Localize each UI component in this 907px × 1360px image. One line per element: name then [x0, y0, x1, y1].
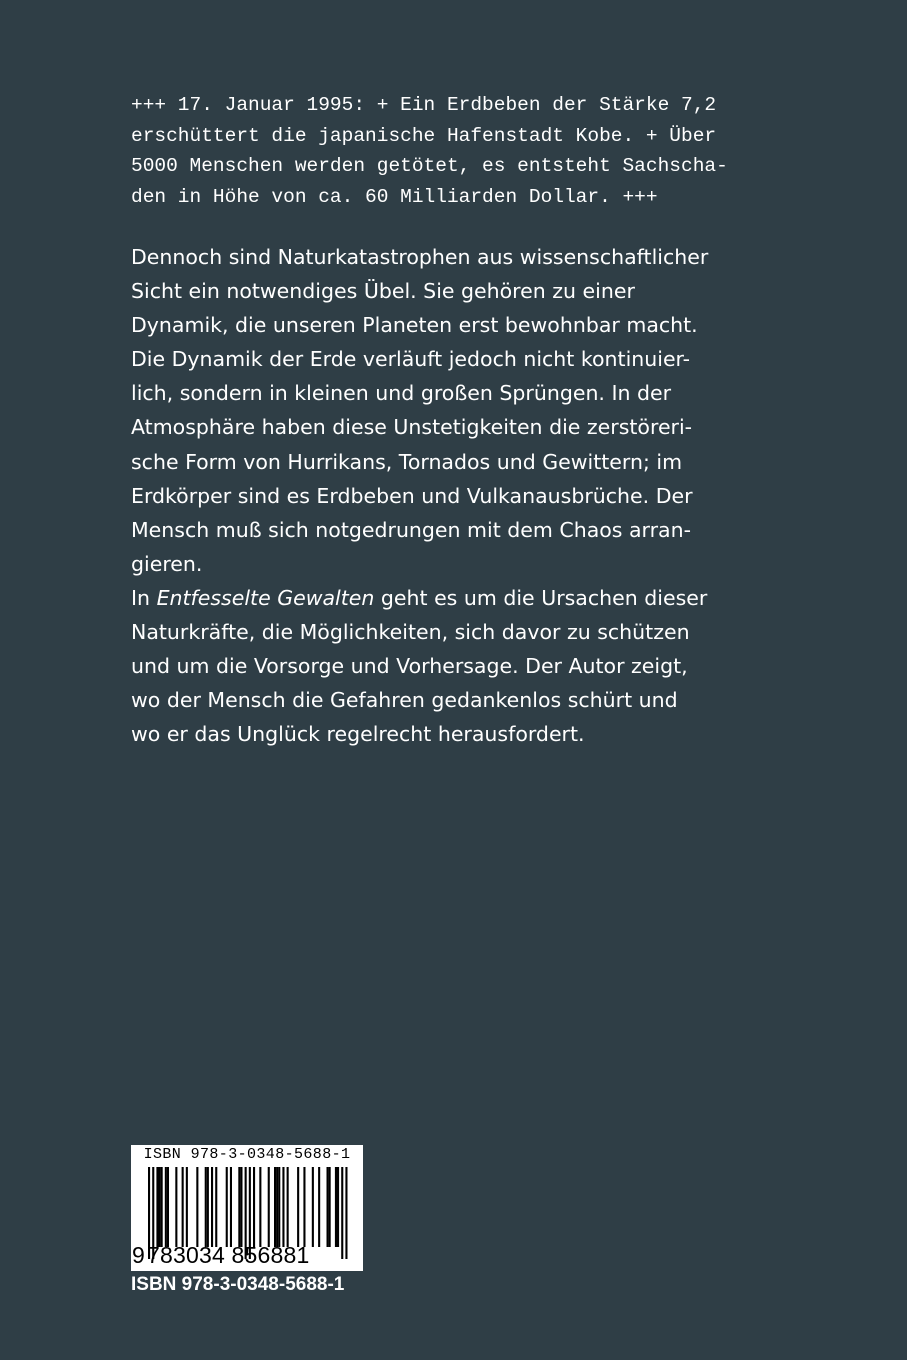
barcode-bar [238, 1167, 240, 1247]
blurb-text [131, 240, 731, 751]
blurb-line: wo der Mensch die Gefahren gedankenlos schürt und [131, 688, 678, 713]
barcode-digits [131, 1241, 363, 1269]
ticker-line: erschüttert die japanische Hafenstadt Kobe. + Über [131, 124, 717, 147]
blurb-line: Erdkörper sind es Erdbeben und Vulkanausbrüche. Der [131, 483, 693, 508]
barcode-lead-digit: 9 [132, 1242, 145, 1268]
barcode-bar [329, 1167, 331, 1247]
blurb-line: lich, sondern in kleinen und großen Sprüngen. In der [131, 381, 672, 406]
blurb-line: Sicht ein notwendiges Übel. Sie gehören zu einer [131, 279, 635, 304]
book-title-italic: Entfesselte Gewalten [156, 585, 375, 610]
blurb-text-segment: geht es um die Ursachen dieser [374, 585, 708, 610]
barcode-digit-groups: 783034 856881 [147, 1242, 310, 1268]
barcode-bar [327, 1167, 329, 1247]
blurb-line: gieren. [131, 551, 203, 576]
barcode-bar [207, 1167, 209, 1247]
barcode-bar [253, 1167, 255, 1247]
barcode-bar [211, 1167, 213, 1247]
blurb-line: Dynamik, die unseren Planeten erst bewohnbar macht. [131, 313, 698, 338]
barcode-bar [312, 1167, 314, 1247]
blurb-line: wo er das Unglück regelrecht herausfordert. [131, 722, 585, 747]
barcode-bar [282, 1167, 284, 1247]
isbn-barcode [131, 1145, 363, 1271]
barcode-bar [318, 1167, 320, 1247]
blurb-line-with-title [131, 581, 731, 615]
barcode-bar [303, 1167, 305, 1247]
barcode-bar [240, 1167, 242, 1247]
isbn-label: ISBN 978-3-0348-5688-1 [131, 1274, 345, 1295]
ticker-line: +++ 17. Januar 1995: + Ein Erdbeben der Stärke 7,2 [131, 94, 717, 116]
ticker-line: den in Höhe von ca. 60 Milliarden Dollar. +++ [131, 185, 658, 208]
barcode-bar [230, 1167, 232, 1247]
barcode-bar [161, 1167, 163, 1247]
blurb-text-segment: In [131, 585, 157, 610]
barcode-bar [167, 1167, 169, 1247]
barcode-bar [182, 1167, 184, 1247]
blurb-line: Atmosphäre haben diese Unstetigkeiten die zerstöreri- [131, 415, 693, 440]
news-ticker [131, 90, 751, 212]
barcode-bar [165, 1167, 167, 1247]
barcode-bar [268, 1167, 270, 1247]
barcode-bar [259, 1167, 261, 1247]
barcode-bar [278, 1167, 280, 1247]
blurb-line: sche Form von Hurrikans, Tornados und Gewittern; im [131, 449, 683, 474]
blurb-line: und um die Vorsorge und Vorhersage. Der Autor zeigt, [131, 654, 688, 679]
ticker-line: 5000 Menschen werden getötet, es entsteht Sachscha- [131, 155, 728, 177]
barcode-bar [186, 1167, 188, 1247]
barcode-bar [175, 1167, 177, 1247]
barcode-isbn-text: ISBN 978-3-0348-5688-1 [143, 1146, 351, 1163]
barcode-bar [297, 1167, 299, 1247]
barcode-bar [337, 1167, 339, 1247]
barcode-bar [159, 1167, 161, 1247]
barcode-bar [335, 1167, 337, 1247]
barcode-bar [274, 1167, 276, 1247]
barcode-bar [215, 1167, 217, 1247]
barcode-bar [156, 1167, 158, 1247]
barcode-bar [205, 1167, 207, 1247]
blurb-line: Mensch muß sich notgedrungen mit dem Chaos arran- [131, 517, 692, 542]
barcode-bar [276, 1167, 278, 1247]
blurb-line: Dennoch sind Naturkatastrophen aus wissenschaftlicher [131, 245, 709, 269]
blurb-line: Die Dynamik der Erde verläuft jedoch nicht kontinuier- [131, 347, 691, 372]
barcode-bar [226, 1167, 228, 1247]
barcode-bar [196, 1167, 198, 1247]
barcode-bar [287, 1167, 289, 1247]
blurb-line: Naturkräfte, die Möglichkeiten, sich davor zu schützen [131, 620, 690, 645]
